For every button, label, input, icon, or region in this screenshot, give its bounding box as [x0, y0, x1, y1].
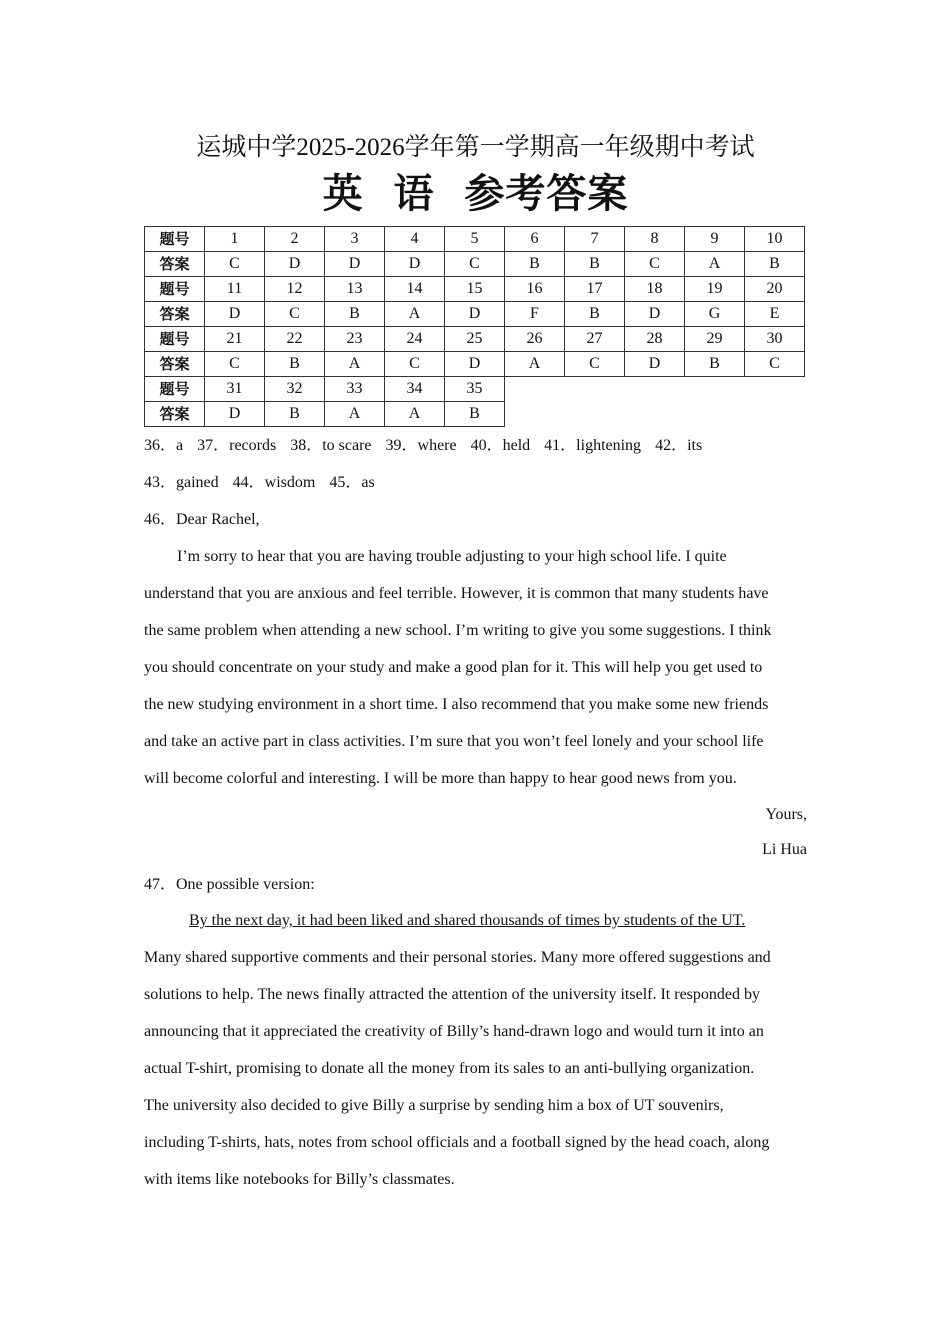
question-number-cell: 5 [445, 227, 505, 252]
fill-in-answer: 38．to scare [290, 437, 372, 454]
question-number-cell: 2 [265, 227, 325, 252]
fill-in-answer: 37．records [197, 437, 277, 454]
answer-cell: F [505, 302, 565, 327]
answer-cell: D [385, 252, 445, 277]
answer-cell: B [745, 252, 805, 277]
question-number-cell: 11 [205, 277, 265, 302]
answer-cell: D [445, 302, 505, 327]
story-given-first-line: By the next day, it had been liked and shared thousands of times by students of the UT. [189, 912, 746, 929]
answer-cell: D [265, 252, 325, 277]
answer-label: 答案 [145, 252, 205, 277]
fill-in-answer: 43．gained [144, 474, 219, 491]
question-number-cell: 16 [505, 277, 565, 302]
letter-line: and take an active part in class activities. I’m sure that you won’t feel lonely and your school life [144, 733, 764, 750]
answer-cell: C [385, 352, 445, 377]
question-number-row [145, 377, 805, 402]
fill-in-answers [144, 427, 807, 501]
empty-cell [745, 402, 805, 427]
question-number-cell: 3 [325, 227, 385, 252]
answer-cell: E [745, 302, 805, 327]
story-line: announcing that it appreciated the creativity of Billy’s hand-drawn logo and would turn it into an [144, 1023, 764, 1040]
empty-cell [505, 402, 565, 427]
answer-cell: G [685, 302, 745, 327]
empty-cell [505, 377, 565, 402]
answer-cell: D [205, 302, 265, 327]
question-number-cell: 25 [445, 327, 505, 352]
letter-heading: 46．Dear Rachel, [144, 511, 260, 528]
letter-line: understand that you are anxious and feel terrible. However, it is common that many students have [144, 585, 769, 602]
question-number-cell: 20 [745, 277, 805, 302]
question-number-cell: 6 [505, 227, 565, 252]
answer-label: 答案 [145, 302, 205, 327]
empty-cell [565, 402, 625, 427]
fill-in-answer: 42．its [655, 437, 703, 454]
question-label: 题号 [145, 327, 205, 352]
fill-in-row [144, 464, 807, 501]
story-line: The university also decided to give Billy a surprise by sending him a box of UT souvenirs, [144, 1097, 724, 1114]
question-number-cell: 27 [565, 327, 625, 352]
question-number-cell: 8 [625, 227, 685, 252]
question-number-cell: 21 [205, 327, 265, 352]
question-number-cell: 13 [325, 277, 385, 302]
letter-line: you should concentrate on your study and make a good plan for it. This will help you get used to [144, 659, 763, 676]
empty-cell [625, 402, 685, 427]
answer-table [144, 226, 805, 427]
answer-cell: B [445, 402, 505, 427]
answer-cell: C [745, 352, 805, 377]
story-heading: 47．One possible version: [144, 876, 315, 893]
question-number-cell: 9 [685, 227, 745, 252]
answer-row [145, 402, 805, 427]
story-line: including T-shirts, hats, notes from school officials and a football signed by the head coach, along [144, 1134, 770, 1151]
question-number-cell: 15 [445, 277, 505, 302]
letter-line: the same problem when attending a new school. I’m writing to give you some suggestions. I think [144, 622, 772, 639]
letter-line: will become colorful and interesting. I will be more than happy to hear good news from you. [144, 770, 737, 787]
fill-in-row [144, 427, 807, 464]
question-number-cell: 29 [685, 327, 745, 352]
empty-cell [745, 377, 805, 402]
answer-cell: A [385, 302, 445, 327]
question-number-cell: 24 [385, 327, 445, 352]
answer-label: 答案 [145, 402, 205, 427]
answer-cell: C [205, 352, 265, 377]
answer-cell: B [565, 252, 625, 277]
answer-cell: D [445, 352, 505, 377]
question-number-cell: 35 [445, 377, 505, 402]
empty-cell [565, 377, 625, 402]
answer-cell: B [685, 352, 745, 377]
answer-row [145, 252, 805, 277]
question-number-cell: 28 [625, 327, 685, 352]
answer-cell: C [625, 252, 685, 277]
answer-cell: A [325, 402, 385, 427]
question-number-cell: 22 [265, 327, 325, 352]
fill-in-answer: 44．wisdom [232, 474, 316, 491]
answer-cell: C [565, 352, 625, 377]
answer-cell: D [625, 302, 685, 327]
empty-cell [625, 377, 685, 402]
question-number-cell: 7 [565, 227, 625, 252]
answer-cell: B [505, 252, 565, 277]
question-number-cell: 4 [385, 227, 445, 252]
story-line: Many shared supportive comments and their personal stories. Many more offered suggestions and [144, 949, 771, 966]
letter-line: the new studying environment in a short time. I also recommend that you make some new friends [144, 696, 769, 713]
question-number-cell: 12 [265, 277, 325, 302]
empty-cell [685, 402, 745, 427]
fill-in-answer: 36．a [144, 437, 184, 454]
answer-row [145, 352, 805, 377]
question-label: 题号 [145, 277, 205, 302]
letter-line: I’m sorry to hear that you are having trouble adjusting to your high school life. I quite [177, 548, 727, 565]
answer-cell: A [325, 352, 385, 377]
fill-in-answer: 41．lightening [544, 437, 642, 454]
fill-in-answer: 40．held [470, 437, 531, 454]
question-number-row [145, 227, 805, 252]
answer-cell: B [265, 352, 325, 377]
question-number-cell: 17 [565, 277, 625, 302]
question-number-cell: 14 [385, 277, 445, 302]
story-line: solutions to help. The news finally attracted the attention of the university itself. It responded by [144, 986, 761, 1003]
letter-body [144, 538, 807, 797]
question-number-cell: 1 [205, 227, 265, 252]
question-number-cell: 23 [325, 327, 385, 352]
answer-cell: C [205, 252, 265, 277]
answer-cell: A [505, 352, 565, 377]
empty-cell [685, 377, 745, 402]
answer-cell: B [265, 402, 325, 427]
exam-title: 运城中学2025-2026学年第一学期高一年级期中考试 [196, 134, 755, 161]
answer-key-title: 英 语 参考答案 [322, 171, 629, 217]
question-number-cell: 19 [685, 277, 745, 302]
answer-row [145, 302, 805, 327]
answer-cell: A [385, 402, 445, 427]
answer-cell: B [565, 302, 625, 327]
question-number-row [145, 277, 805, 302]
question-label: 题号 [145, 377, 205, 402]
question-number-cell: 18 [625, 277, 685, 302]
question-number-cell: 34 [385, 377, 445, 402]
question-number-cell: 10 [745, 227, 805, 252]
story-body [144, 939, 807, 1198]
answer-cell: D [205, 402, 265, 427]
question-number-cell: 26 [505, 327, 565, 352]
answer-cell: D [625, 352, 685, 377]
answer-cell: A [685, 252, 745, 277]
letter-closing: Yours, [765, 806, 807, 823]
question-number-cell: 31 [205, 377, 265, 402]
fill-in-answer: 45．as [329, 474, 375, 491]
letter-signature: Li Hua [762, 841, 807, 858]
story-line: actual T-shirt, promising to donate all the money from its sales to an anti-bullying organization. [144, 1060, 755, 1077]
fill-in-answer: 39．where [385, 437, 457, 454]
answer-cell: B [325, 302, 385, 327]
answer-cell: D [325, 252, 385, 277]
answer-cell: C [265, 302, 325, 327]
question-number-cell: 32 [265, 377, 325, 402]
question-label: 题号 [145, 227, 205, 252]
question-number-row [145, 327, 805, 352]
answer-cell: C [445, 252, 505, 277]
question-number-cell: 30 [745, 327, 805, 352]
question-number-cell: 33 [325, 377, 385, 402]
story-line: with items like notebooks for Billy’s classmates. [144, 1171, 455, 1188]
answer-label: 答案 [145, 352, 205, 377]
